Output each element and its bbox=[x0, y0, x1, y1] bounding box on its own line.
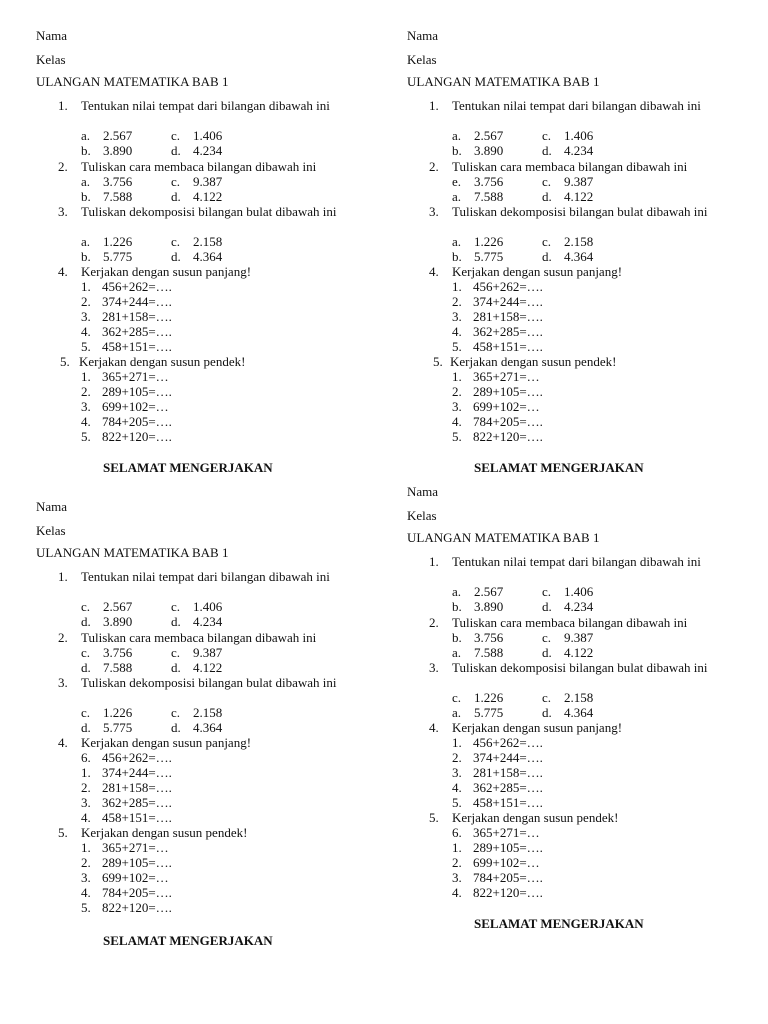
option-letter: a. bbox=[81, 174, 91, 189]
option-letter: d. bbox=[542, 249, 552, 264]
question-number: 5. bbox=[429, 810, 439, 825]
question-number: 5. bbox=[58, 825, 68, 840]
test-title: ULANGAN MATEMATIKA BAB 1 bbox=[407, 530, 600, 545]
sum-expression: 456+262=…. bbox=[102, 279, 172, 294]
option-value: 2.567 bbox=[474, 128, 504, 143]
test-title: ULANGAN MATEMATIKA BAB 1 bbox=[36, 74, 229, 89]
option-letter: c. bbox=[542, 174, 552, 189]
test-title: ULANGAN MATEMATIKA BAB 1 bbox=[407, 74, 600, 89]
option-letter: d. bbox=[171, 720, 181, 735]
option-value: 4.364 bbox=[193, 249, 223, 264]
sum-number: 1. bbox=[81, 279, 91, 294]
option-value: 5.775 bbox=[103, 720, 133, 735]
sum-expression: 699+102=… bbox=[102, 399, 169, 414]
option-value: 1.406 bbox=[564, 584, 594, 599]
sum-number: 2. bbox=[452, 294, 462, 309]
question-text: Kerjakan dengan susun panjang! bbox=[81, 735, 252, 750]
sum-expression: 374+244=…. bbox=[102, 765, 172, 780]
option-letter: d. bbox=[171, 660, 181, 675]
option-value: 4.122 bbox=[193, 189, 223, 204]
sum-expression: 458+151=…. bbox=[102, 339, 172, 354]
question-number: 1. bbox=[58, 569, 68, 584]
option-value: 4.364 bbox=[564, 705, 594, 720]
option-value: 2.567 bbox=[103, 599, 133, 614]
sum-expression: 281+158=…. bbox=[102, 780, 172, 795]
option-value: 3.756 bbox=[474, 174, 504, 189]
question-number: 4. bbox=[58, 735, 68, 750]
kelas-label: Kelas bbox=[36, 523, 66, 538]
sum-expression: 784+205=…. bbox=[102, 414, 172, 429]
option-value: 4.234 bbox=[564, 599, 594, 614]
sum-number: 5. bbox=[452, 429, 462, 444]
option-value: 4.234 bbox=[564, 143, 594, 158]
option-letter: c. bbox=[171, 128, 181, 143]
sum-number: 3. bbox=[452, 765, 462, 780]
option-letter: c. bbox=[542, 128, 552, 143]
option-value: 7.588 bbox=[474, 645, 504, 660]
option-value: 2.158 bbox=[193, 234, 223, 249]
sum-number: 6. bbox=[452, 825, 462, 840]
worksheet-copy bbox=[407, 24, 747, 494]
sum-expression: 289+105=…. bbox=[102, 855, 172, 870]
question-number: 3. bbox=[58, 204, 68, 219]
option-value: 2.158 bbox=[564, 690, 594, 705]
option-letter: a. bbox=[81, 128, 91, 143]
sum-number: 1. bbox=[452, 279, 462, 294]
option-letter: c. bbox=[542, 234, 552, 249]
question-text: Tentukan nilai tempat dari bilangan dibawah ini bbox=[452, 554, 701, 569]
question-text: Tuliskan dekomposisi bilangan bulat dibawah ini bbox=[81, 675, 337, 690]
option-value: 9.387 bbox=[193, 645, 223, 660]
option-letter: c. bbox=[81, 645, 91, 660]
option-letter: c. bbox=[542, 690, 552, 705]
option-letter: d. bbox=[542, 189, 552, 204]
option-letter: a. bbox=[452, 234, 462, 249]
option-value: 9.387 bbox=[564, 174, 594, 189]
option-value: 5.775 bbox=[474, 705, 504, 720]
question-text: Kerjakan dengan susun panjang! bbox=[452, 264, 623, 279]
option-letter: d. bbox=[542, 599, 552, 614]
sum-expression: 362+285=…. bbox=[473, 324, 543, 339]
sum-number: 1. bbox=[452, 369, 462, 384]
option-value: 7.588 bbox=[103, 189, 133, 204]
sum-expression: 822+120=…. bbox=[473, 429, 543, 444]
option-letter: c. bbox=[542, 630, 552, 645]
worksheet-copy bbox=[36, 495, 376, 965]
sum-number: 4. bbox=[452, 324, 462, 339]
question-number: 4. bbox=[58, 264, 68, 279]
option-letter: c. bbox=[81, 599, 91, 614]
question-text: Kerjakan dengan susun pendek! bbox=[452, 810, 619, 825]
closing-message: SELAMAT MENGERJAKAN bbox=[474, 916, 644, 931]
question-text: Kerjakan dengan susun pendek! bbox=[81, 825, 248, 840]
question-text: Tuliskan cara membaca bilangan dibawah ini bbox=[452, 159, 688, 174]
option-letter: b. bbox=[452, 630, 462, 645]
sum-number: 2. bbox=[81, 855, 91, 870]
option-letter: d. bbox=[542, 645, 552, 660]
option-value: 3.890 bbox=[474, 599, 504, 614]
sum-number: 5. bbox=[81, 339, 91, 354]
option-letter: e. bbox=[452, 174, 462, 189]
sum-expression: 374+244=…. bbox=[473, 750, 543, 765]
sum-number: 4. bbox=[81, 414, 91, 429]
question-text: Kerjakan dengan susun pendek! bbox=[450, 354, 617, 369]
sum-number: 5. bbox=[452, 795, 462, 810]
option-letter: c. bbox=[452, 690, 462, 705]
sum-expression: 281+158=…. bbox=[102, 309, 172, 324]
option-letter: a. bbox=[452, 584, 462, 599]
sum-number: 2. bbox=[81, 294, 91, 309]
sum-expression: 699+102=… bbox=[473, 399, 540, 414]
sum-number: 4. bbox=[81, 810, 91, 825]
option-value: 3.756 bbox=[103, 174, 133, 189]
sum-expression: 458+151=…. bbox=[102, 810, 172, 825]
sum-expression: 822+120=…. bbox=[473, 885, 543, 900]
option-letter: b. bbox=[452, 599, 462, 614]
question-text: Tuliskan dekomposisi bilangan bulat dibawah ini bbox=[81, 204, 337, 219]
sum-number: 4. bbox=[452, 885, 462, 900]
question-text: Tuliskan cara membaca bilangan dibawah ini bbox=[81, 630, 317, 645]
option-letter: a. bbox=[81, 234, 91, 249]
sum-expression: 362+285=…. bbox=[102, 324, 172, 339]
option-letter: b. bbox=[81, 249, 91, 264]
question-text: Tentukan nilai tempat dari bilangan dibawah ini bbox=[81, 569, 330, 584]
option-letter: b. bbox=[81, 189, 91, 204]
option-value: 9.387 bbox=[564, 630, 594, 645]
option-value: 5.775 bbox=[474, 249, 504, 264]
option-letter: d. bbox=[171, 189, 181, 204]
option-letter: b. bbox=[81, 143, 91, 158]
option-value: 3.890 bbox=[103, 143, 133, 158]
option-letter: d. bbox=[542, 705, 552, 720]
option-value: 2.567 bbox=[474, 584, 504, 599]
sum-number: 1. bbox=[452, 840, 462, 855]
option-value: 5.775 bbox=[103, 249, 133, 264]
closing-message: SELAMAT MENGERJAKAN bbox=[474, 460, 644, 475]
sum-expression: 456+262=…. bbox=[473, 279, 543, 294]
option-value: 1.406 bbox=[193, 128, 223, 143]
option-letter: b. bbox=[452, 249, 462, 264]
sum-number: 5. bbox=[452, 339, 462, 354]
option-value: 9.387 bbox=[193, 174, 223, 189]
worksheet-copy bbox=[407, 480, 747, 950]
sum-number: 3. bbox=[81, 309, 91, 324]
sum-expression: 784+205=…. bbox=[102, 885, 172, 900]
sum-expression: 281+158=…. bbox=[473, 765, 543, 780]
sum-expression: 281+158=…. bbox=[473, 309, 543, 324]
question-text: Tuliskan dekomposisi bilangan bulat dibawah ini bbox=[452, 660, 708, 675]
option-letter: c. bbox=[171, 645, 181, 660]
sum-expression: 365+271=… bbox=[473, 825, 540, 840]
option-letter: a. bbox=[452, 645, 462, 660]
sum-number: 2. bbox=[81, 384, 91, 399]
sum-number: 1. bbox=[81, 765, 91, 780]
sum-expression: 784+205=…. bbox=[473, 870, 543, 885]
sum-expression: 365+271=… bbox=[102, 840, 169, 855]
option-letter: c. bbox=[171, 705, 181, 720]
sum-expression: 289+105=…. bbox=[473, 384, 543, 399]
sum-number: 2. bbox=[452, 750, 462, 765]
sum-number: 3. bbox=[452, 309, 462, 324]
question-number: 2. bbox=[58, 159, 68, 174]
option-letter: c. bbox=[171, 174, 181, 189]
sum-number: 1. bbox=[81, 369, 91, 384]
sum-number: 3. bbox=[81, 795, 91, 810]
test-title: ULANGAN MATEMATIKA BAB 1 bbox=[36, 545, 229, 560]
sum-expression: 822+120=…. bbox=[102, 429, 172, 444]
sum-number: 1. bbox=[452, 735, 462, 750]
worksheet-copy bbox=[36, 24, 376, 494]
option-value: 7.588 bbox=[103, 660, 133, 675]
sum-number: 3. bbox=[452, 870, 462, 885]
question-text: Tentukan nilai tempat dari bilangan dibawah ini bbox=[81, 98, 330, 113]
question-text: Tentukan nilai tempat dari bilangan dibawah ini bbox=[452, 98, 701, 113]
option-value: 4.234 bbox=[193, 143, 223, 158]
option-letter: d. bbox=[81, 614, 91, 629]
question-number: 5. bbox=[433, 354, 443, 369]
option-letter: c. bbox=[81, 705, 91, 720]
sum-number: 4. bbox=[452, 780, 462, 795]
question-number: 3. bbox=[429, 660, 439, 675]
sum-expression: 374+244=…. bbox=[102, 294, 172, 309]
question-number: 1. bbox=[429, 554, 439, 569]
question-number: 3. bbox=[58, 675, 68, 690]
option-letter: c. bbox=[171, 599, 181, 614]
question-text: Kerjakan dengan susun panjang! bbox=[452, 720, 623, 735]
nama-label: Nama bbox=[407, 28, 439, 43]
sum-expression: 362+285=…. bbox=[102, 795, 172, 810]
option-value: 7.588 bbox=[474, 189, 504, 204]
sum-number: 4. bbox=[452, 414, 462, 429]
sum-number: 2. bbox=[81, 780, 91, 795]
question-number: 5. bbox=[60, 354, 70, 369]
option-value: 4.122 bbox=[193, 660, 223, 675]
question-number: 4. bbox=[429, 264, 439, 279]
nama-label: Nama bbox=[36, 499, 68, 514]
question-text: Tuliskan dekomposisi bilangan bulat dibawah ini bbox=[452, 204, 708, 219]
sum-expression: 289+105=…. bbox=[102, 384, 172, 399]
question-number: 1. bbox=[58, 98, 68, 113]
option-letter: d. bbox=[81, 660, 91, 675]
kelas-label: Kelas bbox=[36, 52, 66, 67]
sum-expression: 362+285=…. bbox=[473, 780, 543, 795]
sum-expression: 458+151=…. bbox=[473, 795, 543, 810]
option-letter: d. bbox=[542, 143, 552, 158]
question-number: 2. bbox=[429, 159, 439, 174]
nama-label: Nama bbox=[407, 484, 439, 499]
option-value: 4.234 bbox=[193, 614, 223, 629]
option-letter: d. bbox=[81, 720, 91, 735]
option-value: 3.890 bbox=[103, 614, 133, 629]
option-value: 1.226 bbox=[474, 234, 504, 249]
option-value: 2.158 bbox=[193, 705, 223, 720]
option-value: 1.226 bbox=[474, 690, 504, 705]
sum-number: 6. bbox=[81, 750, 91, 765]
sum-number: 3. bbox=[452, 399, 462, 414]
option-letter: a. bbox=[452, 705, 462, 720]
option-letter: d. bbox=[171, 249, 181, 264]
option-value: 4.364 bbox=[193, 720, 223, 735]
sum-number: 2. bbox=[452, 855, 462, 870]
option-letter: b. bbox=[452, 143, 462, 158]
question-text: Tuliskan cara membaca bilangan dibawah ini bbox=[81, 159, 317, 174]
option-value: 1.406 bbox=[564, 128, 594, 143]
option-value: 4.122 bbox=[564, 189, 594, 204]
option-value: 3.890 bbox=[474, 143, 504, 158]
sum-expression: 289+105=…. bbox=[473, 840, 543, 855]
option-value: 4.364 bbox=[564, 249, 594, 264]
closing-message: SELAMAT MENGERJAKAN bbox=[103, 933, 273, 948]
question-number: 2. bbox=[58, 630, 68, 645]
question-text: Kerjakan dengan susun pendek! bbox=[79, 354, 246, 369]
sum-expression: 365+271=… bbox=[102, 369, 169, 384]
sum-expression: 699+102=… bbox=[473, 855, 540, 870]
option-value: 1.226 bbox=[103, 705, 133, 720]
question-number: 3. bbox=[429, 204, 439, 219]
sum-number: 5. bbox=[81, 900, 91, 915]
question-number: 4. bbox=[429, 720, 439, 735]
sum-number: 3. bbox=[81, 399, 91, 414]
closing-message: SELAMAT MENGERJAKAN bbox=[103, 460, 273, 475]
option-value: 3.756 bbox=[103, 645, 133, 660]
option-value: 1.226 bbox=[103, 234, 133, 249]
question-number: 2. bbox=[429, 615, 439, 630]
sum-number: 5. bbox=[81, 429, 91, 444]
sum-number: 4. bbox=[81, 324, 91, 339]
option-letter: c. bbox=[542, 584, 552, 599]
option-letter: c. bbox=[171, 234, 181, 249]
sum-expression: 456+262=…. bbox=[102, 750, 172, 765]
sum-expression: 822+120=…. bbox=[102, 900, 172, 915]
sum-expression: 374+244=…. bbox=[473, 294, 543, 309]
sum-expression: 784+205=…. bbox=[473, 414, 543, 429]
option-letter: a. bbox=[452, 128, 462, 143]
sum-expression: 365+271=… bbox=[473, 369, 540, 384]
option-value: 3.756 bbox=[474, 630, 504, 645]
question-text: Kerjakan dengan susun panjang! bbox=[81, 264, 252, 279]
sum-number: 2. bbox=[452, 384, 462, 399]
option-value: 2.158 bbox=[564, 234, 594, 249]
option-letter: d. bbox=[171, 143, 181, 158]
option-value: 2.567 bbox=[103, 128, 133, 143]
question-text: Tuliskan cara membaca bilangan dibawah ini bbox=[452, 615, 688, 630]
question-number: 1. bbox=[429, 98, 439, 113]
option-letter: d. bbox=[171, 614, 181, 629]
option-value: 1.406 bbox=[193, 599, 223, 614]
sum-number: 1. bbox=[81, 840, 91, 855]
option-value: 4.122 bbox=[564, 645, 594, 660]
kelas-label: Kelas bbox=[407, 52, 437, 67]
sum-number: 3. bbox=[81, 870, 91, 885]
nama-label: Nama bbox=[36, 28, 68, 43]
sum-expression: 458+151=…. bbox=[473, 339, 543, 354]
kelas-label: Kelas bbox=[407, 508, 437, 523]
sum-number: 4. bbox=[81, 885, 91, 900]
sum-expression: 456+262=…. bbox=[473, 735, 543, 750]
option-letter: a. bbox=[452, 189, 462, 204]
sum-expression: 699+102=… bbox=[102, 870, 169, 885]
